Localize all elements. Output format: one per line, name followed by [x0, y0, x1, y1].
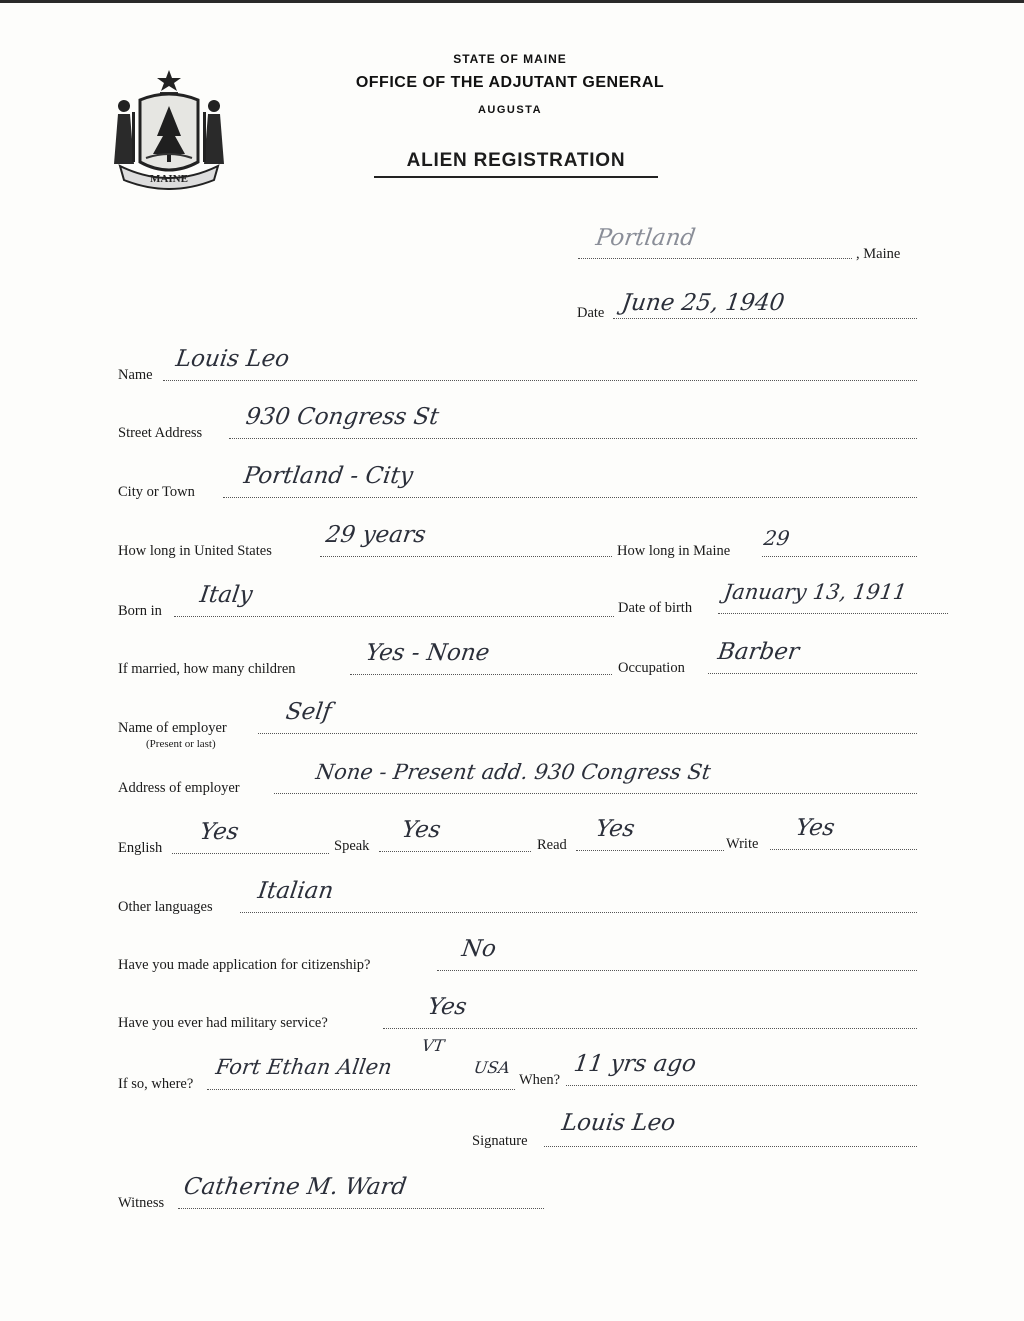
employer-address-line: [274, 793, 917, 794]
city-label: City or Town: [118, 484, 195, 500]
how-long-maine-line: [762, 556, 917, 557]
date-label: Date: [577, 305, 605, 321]
date-value: June 25, 1940: [620, 290, 787, 316]
street-address-value: 930 Congress St: [244, 404, 441, 430]
seal-banner-text: MAINE: [150, 173, 188, 185]
born-in-line: [174, 616, 614, 617]
english-line: [172, 853, 329, 854]
how-long-us-value: 29 years: [324, 522, 428, 548]
date-line: [613, 318, 917, 319]
how-long-us-label: How long in United States: [118, 543, 272, 559]
military-label: Have you ever had military service?: [118, 1015, 328, 1031]
place-line: [578, 258, 852, 259]
how-long-us-line: [320, 556, 612, 557]
date-of-birth-line: [718, 613, 948, 614]
how-long-maine-value: 29: [762, 526, 792, 550]
signature-line: [544, 1146, 917, 1147]
other-languages-label: Other languages: [118, 899, 213, 915]
name-value: Louis Leo: [174, 346, 291, 372]
english-label: English: [118, 840, 163, 856]
where-label: If so, where?: [118, 1076, 194, 1092]
office-heading: OFFICE OF THE ADJUTANT GENERAL: [355, 74, 665, 91]
name-line: [163, 380, 917, 381]
other-languages-line: [240, 912, 917, 913]
read-line: [576, 850, 724, 851]
read-value: Yes: [594, 816, 637, 842]
employer-name-label: Name of employer: [118, 720, 227, 736]
maine-state-seal: [110, 66, 228, 190]
married-children-line: [350, 674, 612, 675]
when-label: When?: [519, 1072, 561, 1088]
speak-label: Speak: [334, 838, 370, 854]
date-of-birth-value: January 13, 1911: [722, 580, 909, 604]
write-value: Yes: [794, 815, 837, 841]
date-of-birth-label: Date of birth: [618, 600, 693, 616]
employer-name-sublabel: (Present or last): [146, 738, 216, 750]
where-annotation: VT: [420, 1036, 446, 1055]
page-top-edge: [0, 0, 1024, 3]
other-languages-value: Italian: [256, 878, 336, 904]
street-address-line: [229, 438, 917, 439]
city-line: [223, 497, 917, 498]
employer-address-label: Address of employer: [118, 780, 240, 796]
signature-label: Signature: [472, 1133, 528, 1149]
citizenship-line: [437, 970, 917, 971]
occupation-label: Occupation: [618, 660, 685, 676]
witness-line: [178, 1208, 544, 1209]
signature-value: Louis Leo: [560, 1110, 677, 1136]
place-suffix: , Maine: [856, 246, 901, 262]
citizenship-value: No: [460, 936, 498, 962]
born-in-value: Italy: [198, 582, 255, 608]
citizenship-label: Have you made application for citizenship?: [118, 957, 371, 973]
employer-name-line: [258, 733, 917, 734]
how-long-maine-label: How long in Maine: [617, 543, 731, 559]
read-label: Read: [537, 837, 567, 853]
where-line: [207, 1089, 515, 1090]
when-value: 11 yrs ago: [572, 1051, 698, 1077]
state-heading: STATE OF MAINE: [453, 52, 567, 66]
when-line: [566, 1085, 917, 1086]
write-label: Write: [726, 836, 759, 852]
witness-value: Catherine M. Ward: [182, 1174, 409, 1200]
born-in-label: Born in: [118, 603, 162, 619]
where-suffix: USA: [472, 1058, 512, 1077]
where-value: Fort Ethan Allen: [214, 1055, 394, 1079]
witness-label: Witness: [118, 1195, 165, 1211]
military-value: Yes: [426, 994, 469, 1020]
city-value: Portland - City: [242, 463, 415, 489]
employer-name-value: Self: [284, 699, 334, 725]
employer-address-value: None - Present add. 930 Congress St: [314, 760, 713, 784]
speak-value: Yes: [400, 817, 443, 843]
english-value: Yes: [198, 819, 241, 845]
married-children-label: If married, how many children: [118, 661, 296, 677]
city-heading: AUGUSTA: [477, 104, 543, 116]
occupation-value: Barber: [716, 639, 801, 665]
place-value: Portland: [594, 225, 698, 251]
street-address-label: Street Address: [118, 425, 203, 441]
married-children-value: Yes - None: [364, 640, 492, 666]
occupation-line: [708, 673, 917, 674]
military-line: [383, 1028, 917, 1029]
write-line: [770, 849, 917, 850]
speak-line: [379, 851, 531, 852]
form-title: ALIEN REGISTRATION: [374, 150, 658, 178]
name-label: Name: [118, 367, 153, 383]
